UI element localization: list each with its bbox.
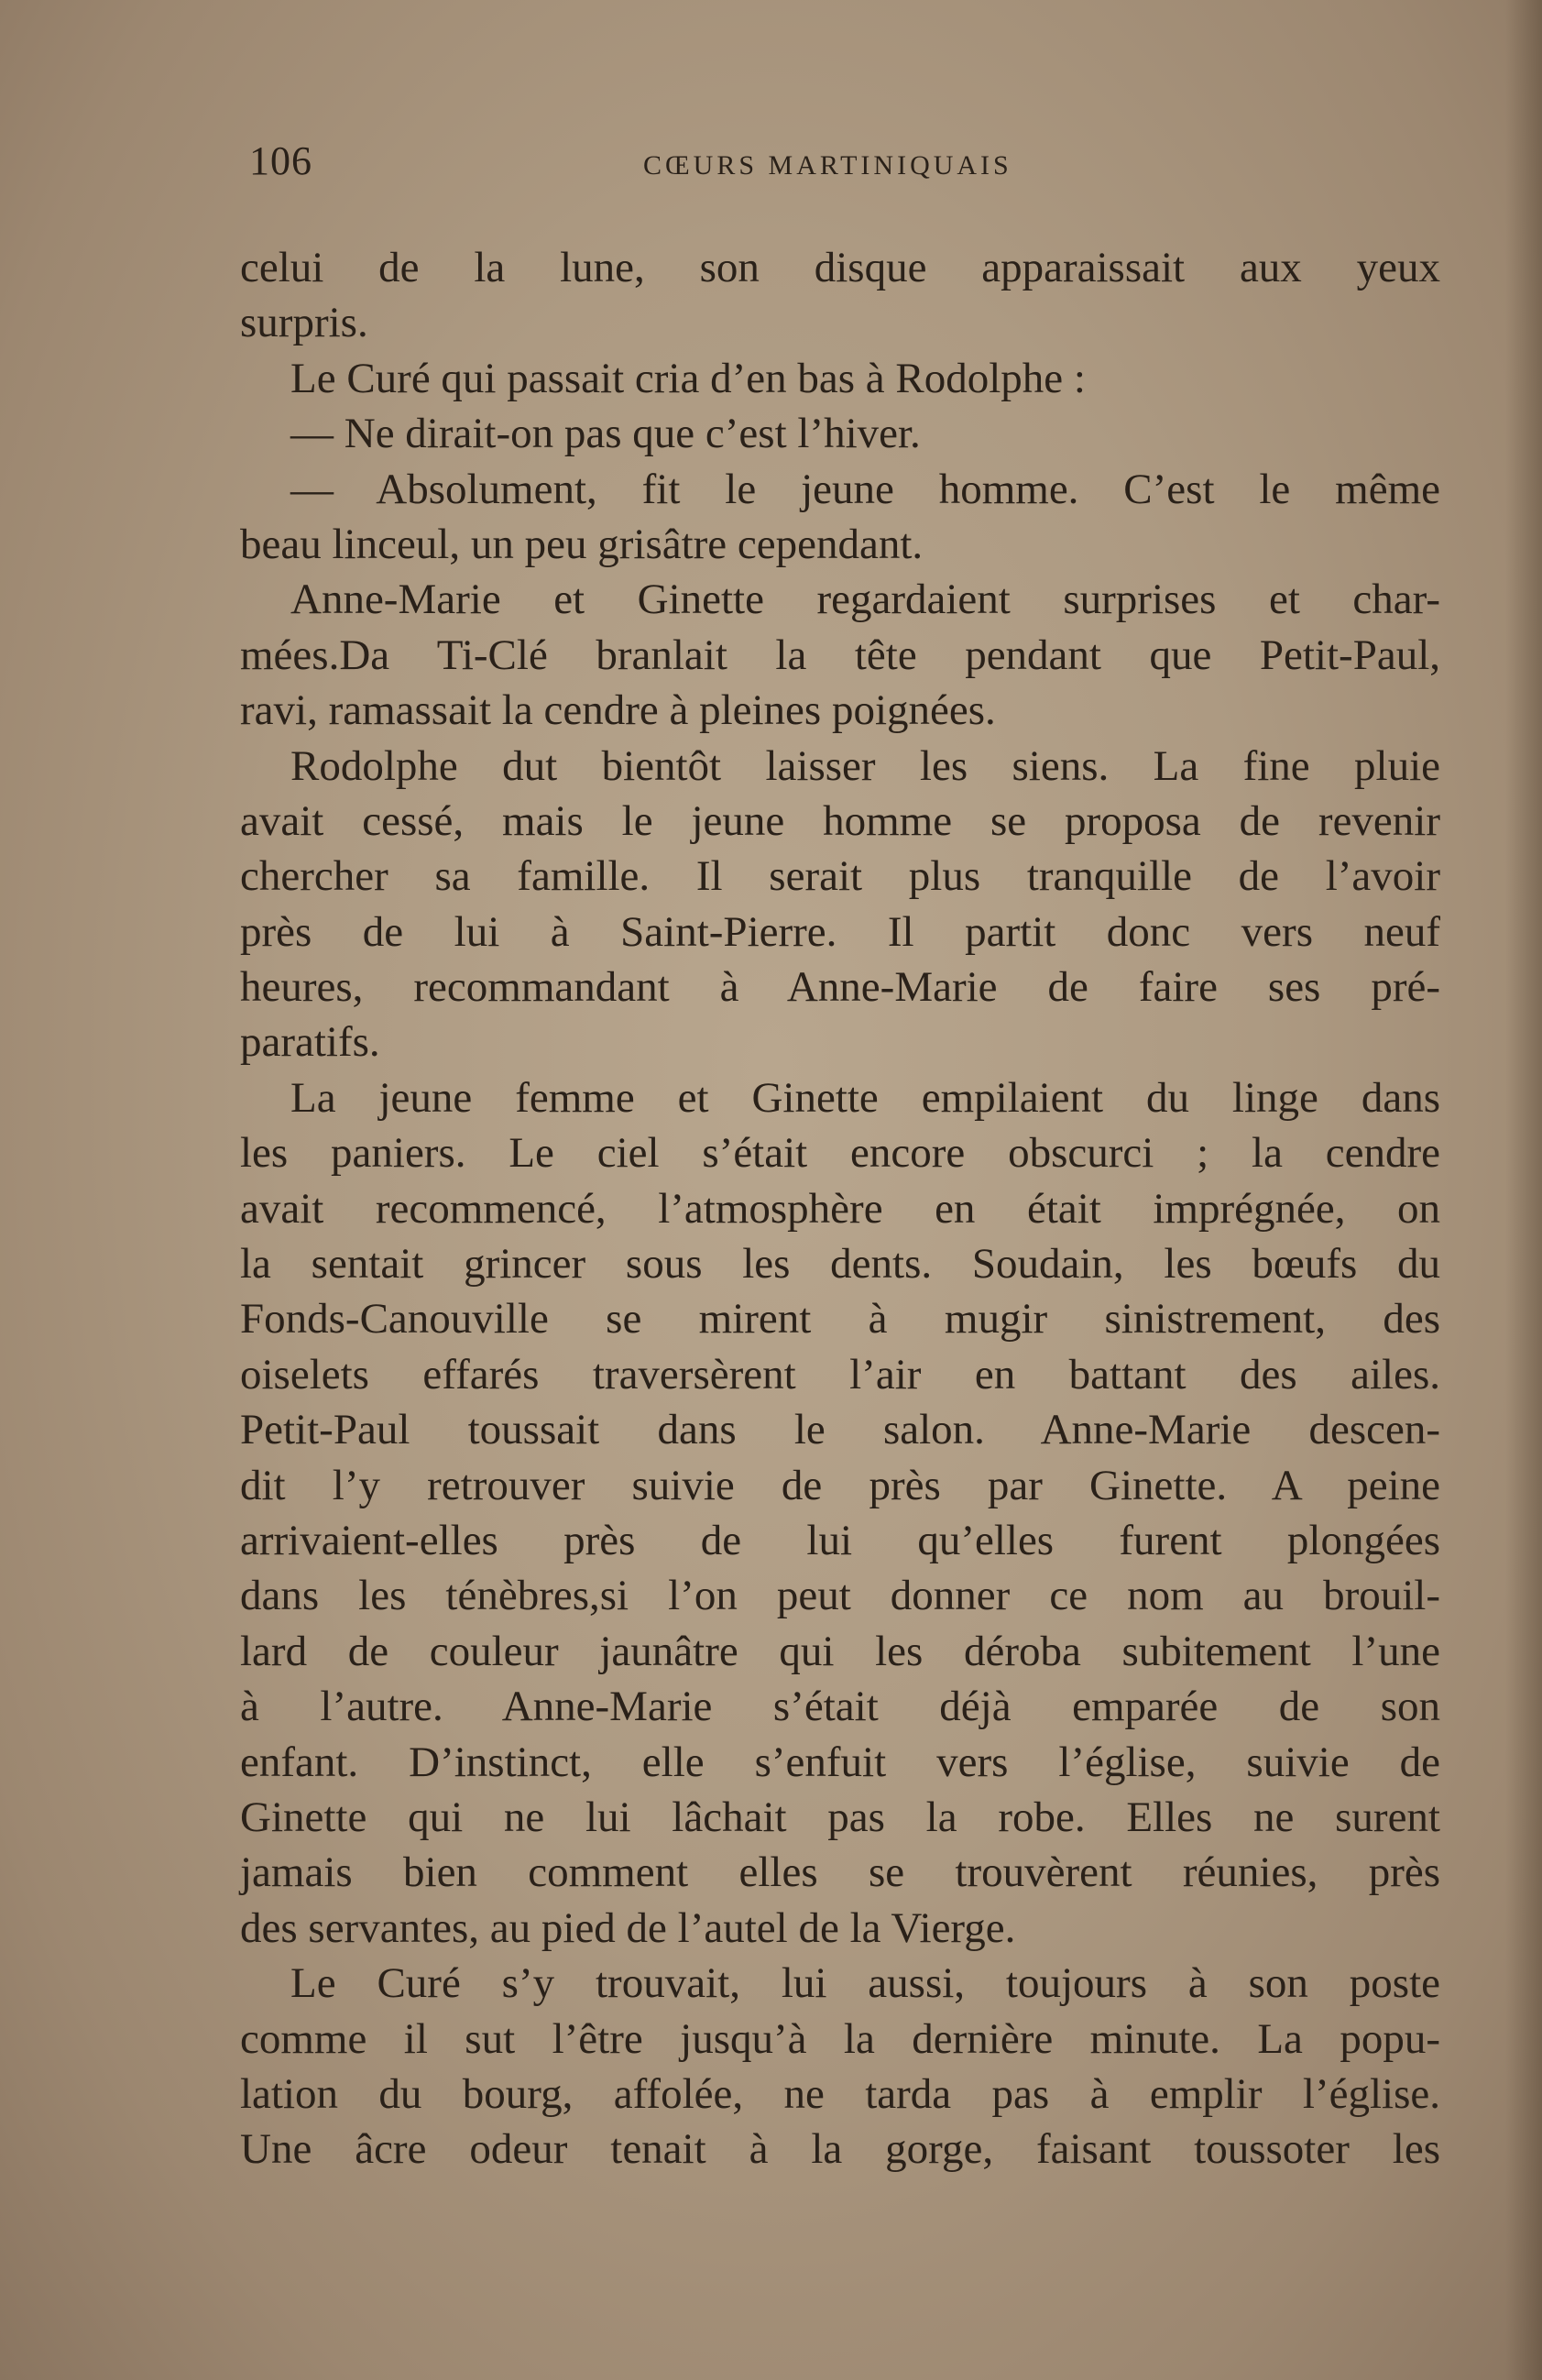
text-line: lation du bourg, affolée, ne tarda pas à emplir l’église. [240,2069,1440,2118]
text-line: La jeune femme et Ginette empilaient du linge dans [290,1073,1440,1122]
text-line: dans les ténèbres,si l’on peut donner ce nom au brouil- [240,1572,1440,1620]
text-line: à l’autre. Anne-Marie s’était déjà emparée de son [240,1683,1440,1731]
text-line: Fonds-Canouville se mirent à mugir sinistrement, des [240,1295,1440,1344]
page-header [240,137,1440,192]
text-line: lard de couleur jaunâtre qui les déroba subitement l’une [240,1627,1440,1675]
text-line: — Ne dirait-on pas que c’est l’hiver. [290,410,921,458]
page-number: 106 [249,138,312,183]
text-line: arrivaient-elles près de lui qu’elles furent plongées [240,1516,1440,1564]
text-line: Anne-Marie et Ginette regardaient surprises et char- [290,576,1440,624]
text-line: celui de la lune, son disque apparaissait aux yeux [240,244,1440,291]
text-line: Le Curé qui passait cria d’en bas à Rodolphe : [290,354,1086,402]
text-line: les paniers. Le ciel s’était encore obscurci ; la cendre [240,1129,1440,1178]
text-line: enfant. D’instinct, elle s’enfuit vers l’église, suivie de [240,1738,1440,1786]
text-line: heures, recommandant à Anne-Marie de faire ses pré- [240,963,1440,1012]
text-line: surpris. [240,299,368,347]
text-line: Rodolphe dut bientôt laisser les siens. La fine pluie [290,741,1440,790]
text-line: chercher sa famille. Il serait plus tranquille de l’avoir [240,852,1440,901]
text-line: la sentait grincer sous les dents. Soudain, les bœufs du [240,1240,1440,1289]
text-line: avait recommencé, l’atmosphère en était imprégnée, on [240,1184,1440,1233]
body-text [240,240,1440,2177]
running-title: CŒURS MARTINIQUAIS [643,150,1012,181]
text-line: dit l’y retrouver suivie de près par Ginette. A peine [240,1461,1440,1509]
text-line: ravi, ramassait la cendre à pleines poignées. [240,686,996,735]
text-line: oiselets effarés traversèrent l’air en battant des ailes. [240,1350,1440,1398]
text-line: paratifs. [240,1018,380,1067]
text-line: — Absolument, fit le jeune homme. C’est le même [290,465,1440,513]
text-line: Ginette qui ne lui lâchait pas la robe. Elles ne surent [240,1793,1440,1841]
text-line: près de lui à Saint-Pierre. Il partit donc vers neuf [240,907,1440,956]
text-line: des servantes, au pied de l’autel de la Vierge. [240,1903,1016,1952]
text-line: mées.Da Ti-Clé branlait la tête pendant que Petit-Paul, [240,631,1440,679]
page-edge-shadow [1505,0,1542,2380]
text-line: beau linceul, un peu grisâtre cependant. [240,520,924,568]
text-line: Petit-Paul toussait dans le salon. Anne-Marie descen- [240,1406,1440,1454]
text-line: Le Curé s’y trouvait, lui aussi, toujours à son poste [290,1959,1440,2008]
text-line: jamais bien comment elles se trouvèrent réunies, près [240,1848,1440,1897]
text-line: comme il sut l’être jusqu’à la dernière minute. La popu- [240,2014,1440,2063]
text-line: avait cessé, mais le jeune homme se proposa de revenir [240,796,1440,845]
text-line: Une âcre odeur tenait à la gorge, faisant toussoter les [240,2125,1440,2174]
